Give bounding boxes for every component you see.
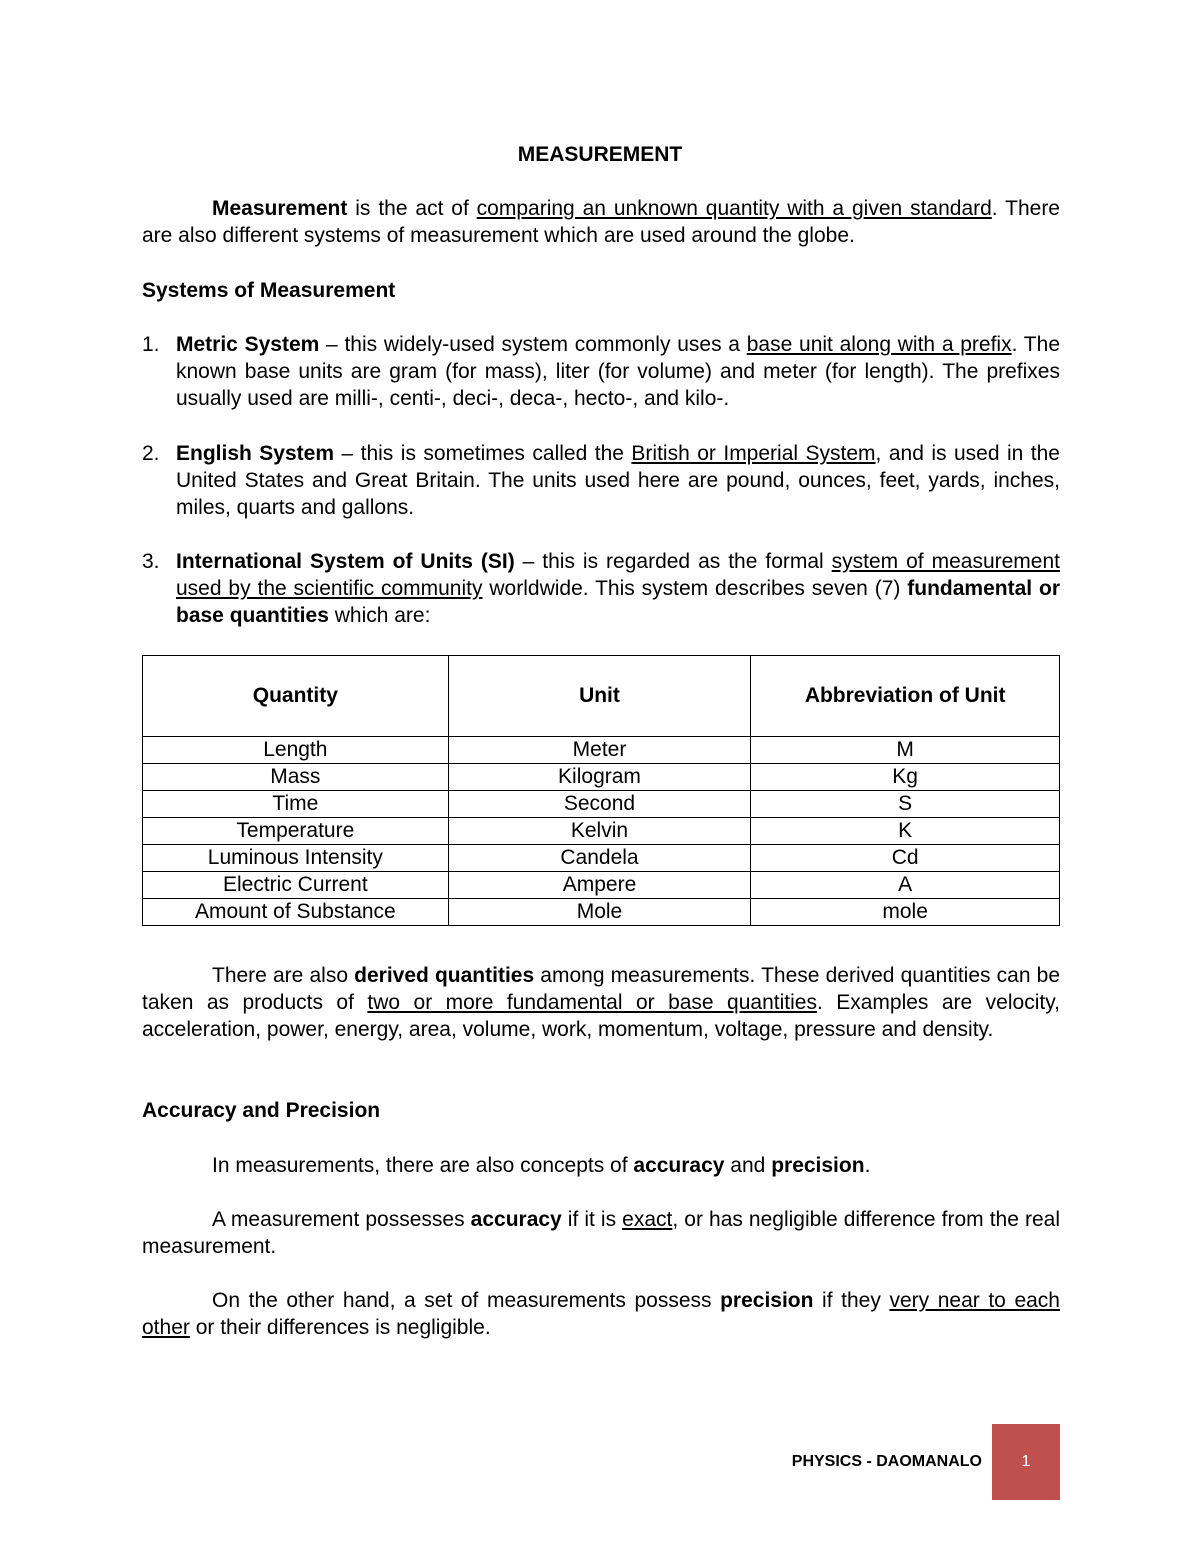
cell-abbreviation: Cd	[751, 845, 1060, 872]
derived-underlined: two or more fundamental or base quantities	[367, 991, 817, 1014]
system-underlined: British or Imperial System	[631, 442, 876, 465]
list-item-metric	[142, 331, 1060, 412]
table-row	[143, 791, 1060, 818]
intro-text-1: is the act of	[347, 197, 477, 220]
page-number-badge	[992, 1424, 1060, 1500]
cell-quantity: Length	[143, 737, 449, 764]
cell-quantity: Electric Current	[143, 872, 449, 899]
accuracy-heading: Accuracy and Precision	[142, 1099, 381, 1122]
table-header-row	[143, 656, 1060, 737]
ap-text: On the other hand, a set of measurements possess	[212, 1289, 721, 1312]
accuracy-paragraph-1	[142, 1152, 1060, 1179]
cell-unit: Kelvin	[448, 818, 751, 845]
derived-text: There are also	[212, 964, 355, 987]
system-text: , and is used in the United States and Great Britain. The units used here are pound, ounces, feet, yards, inches, miles, quarts and gallons.	[176, 442, 1060, 519]
intro-term: Measurement	[212, 197, 348, 220]
ap-bold: accuracy	[633, 1154, 725, 1177]
table-row	[143, 764, 1060, 791]
ap-text: if it is	[561, 1208, 623, 1231]
ap-underlined: exact	[622, 1208, 673, 1231]
intro-text-2: . There are also different systems of measurement which are used around the globe.	[142, 197, 1060, 247]
system-text: . The known base units are gram (for mass), liter (for volume) and meter (for length). The prefixes usually used are milli-, centi-, deci-, deca-, hecto-, and kilo-.	[176, 333, 1060, 410]
page-number: 1	[1021, 1453, 1031, 1470]
ap-bold: precision	[771, 1154, 865, 1177]
cell-quantity: Luminous Intensity	[143, 845, 449, 872]
ap-text: , or has negligible difference from the real measurement.	[142, 1208, 1060, 1258]
list-number: 1.	[142, 333, 160, 356]
derived-text: . Examples are velocity, acceleration, power, energy, area, volume, work, momentum, voltage, pressure and density.	[142, 991, 1060, 1041]
cell-quantity: Mass	[143, 764, 449, 791]
table-row	[143, 872, 1060, 899]
si-units-table	[142, 655, 1060, 926]
table-header-unit: Unit	[448, 656, 751, 737]
cell-quantity: Temperature	[143, 818, 449, 845]
ap-bold: accuracy	[470, 1208, 562, 1231]
cell-unit: Candela	[448, 845, 751, 872]
derived-paragraph	[142, 962, 1060, 1043]
cell-unit: Ampere	[448, 872, 751, 899]
ap-text: or their differences is negligible.	[189, 1316, 491, 1339]
system-name: English System	[176, 442, 335, 465]
accuracy-paragraph-2	[142, 1206, 1060, 1260]
table-row	[143, 899, 1060, 926]
page-title: MEASUREMENT	[517, 143, 683, 166]
cell-unit: Mole	[448, 899, 751, 926]
list-item-english	[142, 440, 1060, 521]
table-row	[143, 845, 1060, 872]
derived-bold: derived quantities	[354, 964, 535, 987]
system-name: International System of Units (SI)	[176, 550, 515, 573]
system-underlined: base unit along with a prefix	[746, 333, 1012, 356]
ap-text: A measurement possesses	[212, 1208, 471, 1231]
system-text: – this is sometimes called the	[334, 442, 632, 465]
system-name: Metric System	[176, 333, 320, 356]
ap-text: if they	[813, 1289, 890, 1312]
list-item-si	[142, 548, 1060, 629]
table-row	[143, 737, 1060, 764]
system-bold: fundamental or base quantities	[176, 577, 1060, 627]
cell-abbreviation: M	[751, 737, 1060, 764]
cell-abbreviation: S	[751, 791, 1060, 818]
derived-text: among measurements. These derived quantities can be taken as products of	[142, 964, 1060, 1014]
system-text: – this widely-used system commonly uses a	[319, 333, 747, 356]
list-number: 2.	[142, 442, 160, 465]
footer-label: PHYSICS - DAOMANALO	[791, 1453, 982, 1470]
cell-abbreviation: K	[751, 818, 1060, 845]
cell-unit: Meter	[448, 737, 751, 764]
list-number: 3.	[142, 550, 160, 573]
precision-paragraph	[142, 1287, 1060, 1341]
ap-bold: precision	[720, 1289, 814, 1312]
cell-quantity: Amount of Substance	[143, 899, 449, 926]
cell-abbreviation: Kg	[751, 764, 1060, 791]
system-text: – this is regarded as the formal	[514, 550, 832, 573]
ap-text: In measurements, there are also concepts of	[212, 1154, 634, 1177]
cell-abbreviation: mole	[751, 899, 1060, 926]
table-row	[143, 818, 1060, 845]
ap-underlined: very near to each other	[142, 1289, 1060, 1339]
system-text: which are:	[328, 604, 431, 627]
cell-unit: Second	[448, 791, 751, 818]
table-header-quantity: Quantity	[143, 656, 449, 737]
systems-heading: Systems of Measurement	[142, 279, 396, 302]
cell-abbreviation: A	[751, 872, 1060, 899]
intro-paragraph	[142, 195, 1060, 249]
ap-text: .	[864, 1154, 871, 1177]
table-header-abbreviation: Abbreviation of Unit	[751, 656, 1060, 737]
cell-quantity: Time	[143, 791, 449, 818]
cell-unit: Kilogram	[448, 764, 751, 791]
ap-text: and	[724, 1154, 772, 1177]
system-underlined: system of measurement used by the scientific community	[176, 550, 1060, 600]
intro-definition: comparing an unknown quantity with a given standard	[476, 197, 992, 220]
system-text: worldwide. This system describes seven (7)	[482, 577, 908, 600]
